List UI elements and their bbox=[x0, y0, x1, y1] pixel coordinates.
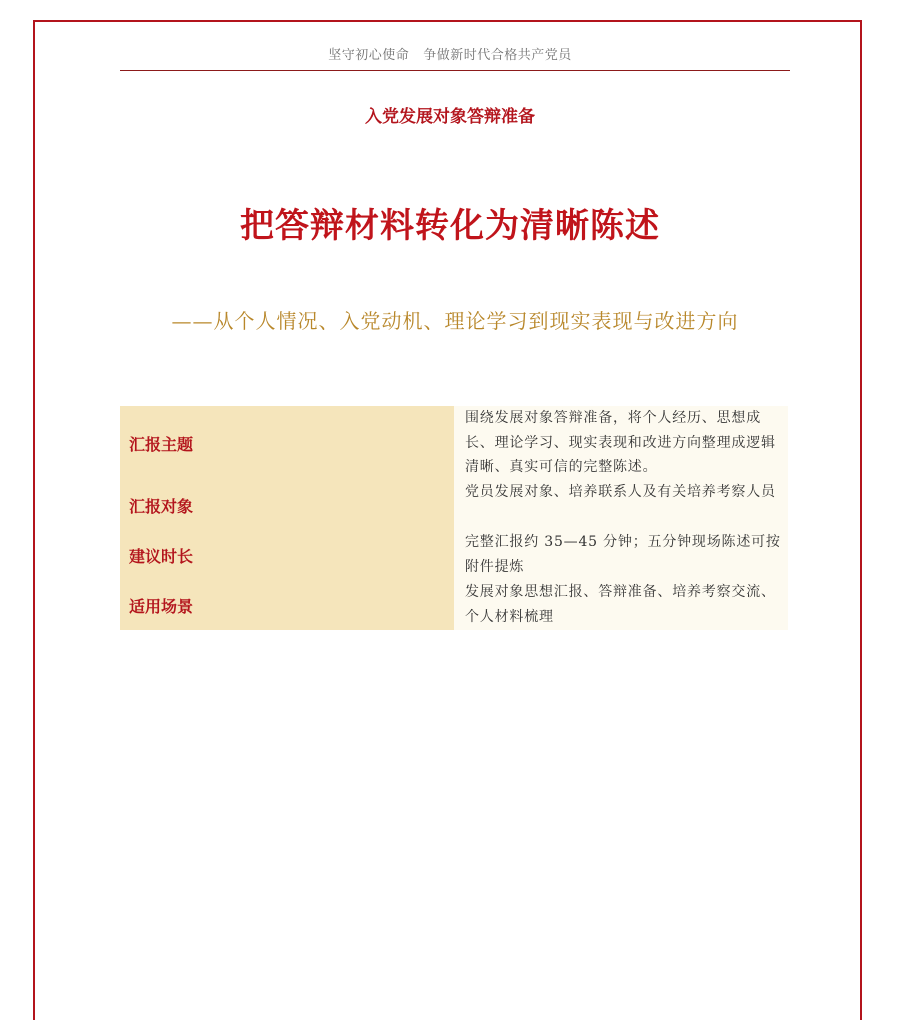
header-divider bbox=[120, 70, 790, 71]
row-value-topic: 围绕发展对象答辩准备，将个人经历、思想成长、理论学习、现实表现和改进方向整理成逻辑清晰、真实可信的完整陈述。 bbox=[454, 406, 788, 480]
row-value-duration: 完整汇报约 35—45 分钟；五分钟现场陈述可按附件提炼 bbox=[454, 530, 788, 580]
row-value-scenario: 发展对象思想汇报、答辩准备、培养考察交流、个人材料梳理 bbox=[454, 580, 788, 630]
page-title: 把答辩材料转化为清晰陈述 bbox=[240, 206, 660, 246]
row-value-audience: 党员发展对象、培养联系人及有关培养考察人员 bbox=[454, 480, 788, 530]
table-row bbox=[120, 480, 788, 530]
row-key-duration: 建议时长 bbox=[120, 530, 454, 580]
row-key-scenario: 适用场景 bbox=[120, 580, 454, 630]
page-subtitle: ——从个人情况、入党动机、理论学习到现实表现与改进方向 bbox=[171, 309, 739, 333]
row-key-topic: 汇报主题 bbox=[120, 406, 454, 480]
document-label: 入党发展对象答辩准备 bbox=[365, 107, 535, 127]
table-row bbox=[120, 530, 788, 580]
running-header: 坚守初心使命 争做新时代合格共产党员 bbox=[328, 48, 572, 63]
info-table bbox=[120, 406, 788, 630]
table-row bbox=[120, 580, 788, 630]
row-key-audience: 汇报对象 bbox=[120, 480, 454, 530]
table-row bbox=[120, 406, 788, 480]
